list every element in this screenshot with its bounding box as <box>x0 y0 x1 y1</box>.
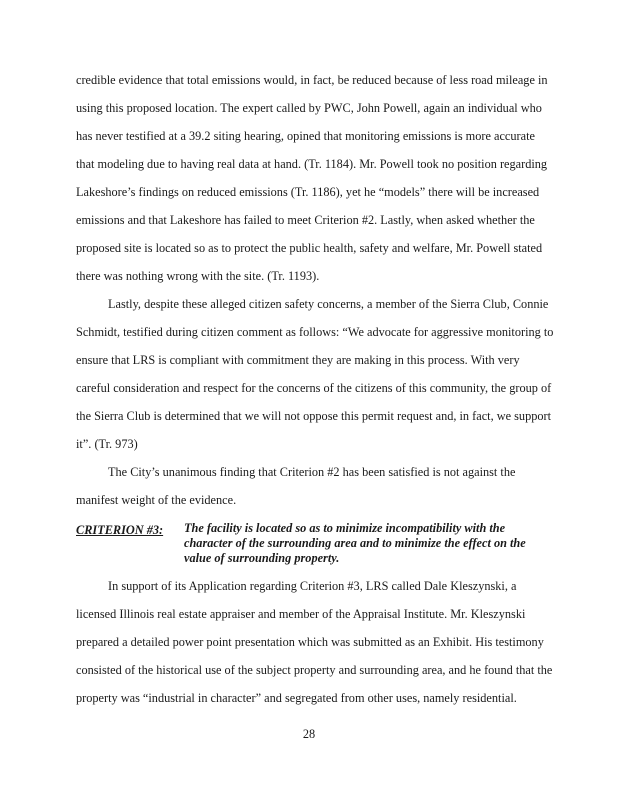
body-line: Schmidt, testified during citizen comment as follows: “We advocate for aggressive monitoring to <box>76 325 554 339</box>
body-line: Lastly, despite these alleged citizen safety concerns, a member of the Sierra Club, Connie <box>108 297 549 311</box>
body-line: The City’s unanimous finding that Criterion #2 has been satisfied is not against the <box>108 465 516 479</box>
body-line: proposed site is located so as to protect the public health, safety and welfare, Mr. Powell stated <box>76 241 543 255</box>
body-line: ensure that LRS is compliant with commitment they are making in this process. With very <box>76 353 520 367</box>
body-line: it”. (Tr. 973) <box>76 437 138 451</box>
body-line: there was nothing wrong with the site. (Tr. 1193). <box>76 269 320 283</box>
body-line: using this proposed location. The expert called by PWC, John Powell, again an individual who <box>76 101 542 115</box>
body-line: consisted of the historical use of the subject property and surrounding area, and he found that the <box>76 663 553 677</box>
body-line: emissions and that Lakeshore has failed to meet Criterion #2. Lastly, when asked whether the <box>76 213 535 227</box>
body-line: that modeling due to having real data at hand. (Tr. 1184). Mr. Powell took no position regarding <box>76 157 548 171</box>
body-line: manifest weight of the evidence. <box>76 493 237 507</box>
body-line: licensed Illinois real estate appraiser and member of the Appraisal Institute. Mr. Kleszynski <box>76 607 526 621</box>
body-line: Lakeshore’s findings on reduced emissions (Tr. 1186), yet he “models” there will be increased <box>76 185 540 199</box>
criterion-heading: CRITERION #3: <box>76 523 164 537</box>
criterion-text: The facility is located so as to minimize incompatibility with the character of the surrounding area and to minimize the effect on the value of surrounding property. <box>184 521 526 565</box>
body-line: In support of its Application regarding Criterion #3, LRS called Dale Kleszynski, a <box>108 579 517 593</box>
body-line: has never testified at a 39.2 siting hearing, opined that monitoring emissions is more accurate <box>76 129 535 143</box>
page-number: 28 <box>302 727 316 741</box>
body-line: the Sierra Club is determined that we will not oppose this permit request and, in fact, we support <box>76 409 552 423</box>
body-line: credible evidence that total emissions would, in fact, be reduced because of less road mileage in <box>76 73 548 87</box>
body-line: property was “industrial in character” and segregated from other uses, namely residential. <box>76 691 517 705</box>
body-line: prepared a detailed power point presentation which was submitted as an Exhibit. His testimony <box>76 635 544 649</box>
body-line: careful consideration and respect for the concerns of the citizens of this community, the group of <box>76 381 552 395</box>
